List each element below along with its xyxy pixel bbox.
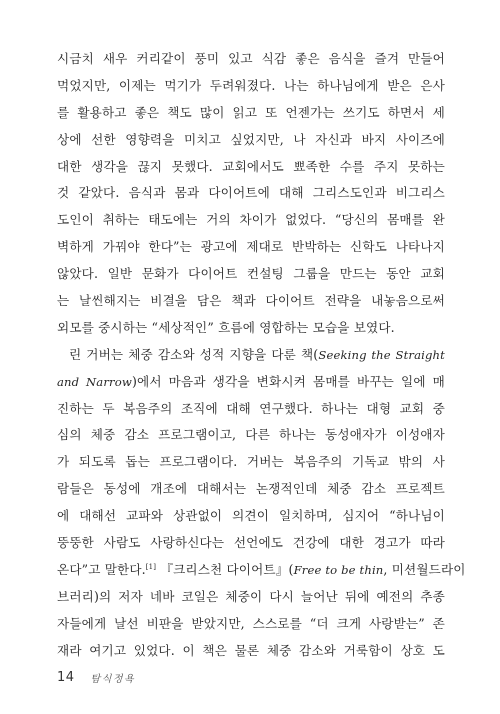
running-title: 탐식정욕	[90, 673, 136, 685]
book-title-english: Free to be thin	[293, 562, 384, 577]
footnote-reference[interactable]: [1]	[145, 562, 157, 571]
text-line	[57, 342, 445, 369]
page-footer	[57, 666, 135, 688]
text-line: 를 활용하고 좋은 책도 많이 읽고 또 언젠가는 쓰기도 하면서 세	[57, 104, 445, 120]
text-line	[57, 369, 445, 396]
book-title-english-continued: and Narrow	[57, 374, 132, 389]
page-number: 14	[57, 669, 75, 685]
text-line: 외모를 중시하는 “세상적인” 흐름에 영합하는 모습을 보였다.	[57, 319, 395, 335]
text-line: 진하는 두 복음주의 조직에 대해 연구했다. 하나는 대형 교회 중	[57, 400, 445, 416]
body-text	[57, 46, 466, 664]
text-line: 벽하게 가꿔야 한다”는 광고에 제대로 반박하는 신학도 나타나지	[57, 239, 445, 255]
text-line: 람들은 동성에 개조에 대해서는 논쟁적인데 체중 감소 프로젝트	[57, 481, 445, 497]
text-line: 않았다. 일반 문화가 다이어트 컨설팅 그룹을 만드는 동안 교회	[57, 266, 445, 282]
text-line	[57, 557, 466, 584]
publisher-text: , 미션월드라이	[383, 561, 466, 577]
text-line: 에 대해선 교파와 상관없이 의견이 일치하며, 심지어 “하나님이	[57, 508, 445, 524]
text-line: 대한 생각을 끊지 못했다. 교회에서도 뾰족한 수를 주지 못하는	[57, 158, 445, 174]
text-line: 것 같았다. 음식과 몸과 다이어트에 대해 그리스도인과 비그리스	[57, 185, 445, 201]
text-segment: )에서 마음과 생각을 변화시켜 몸매를 바꾸는 일에 매	[131, 373, 446, 389]
text-line: 는 날씬해지는 비결을 담은 책과 다이어트 전략을 내놓음으로써	[57, 293, 445, 309]
book-title-korean: 『크리스천 다이어트』	[156, 561, 289, 577]
text-segment: 온다”고 말한다.	[57, 561, 146, 577]
text-line: 뚱뚱한 사람도 사랑하신다는 선언에도 건강에 대한 경고가 따라	[57, 535, 445, 551]
text-line: 먹었지만, 이제는 먹기가 두려워졌다. 나는 하나님에게 받은 은사	[57, 77, 445, 93]
text-line: 재라 여기고 있었다. 이 책은 물론 체중 감소와 거룩함이 상호 도	[57, 642, 445, 658]
text-line: 브러리)의 저자 네바 코일은 체중이 다시 늘어난 뒤에 예전의 추종	[57, 588, 445, 604]
text-line: 시금치 새우 커리같이 풍미 있고 식감 좋은 음식을 즐겨 만들어	[57, 51, 445, 66]
book-title-english: Seeking the Straight	[318, 347, 445, 362]
text-segment: 린 거버는 체중 감소와 성적 지향을 다룬 책(	[69, 346, 319, 362]
text-line: 가 되도록 돕는 프로그램이다. 거버는 복음주의 기독교 밖의 사	[57, 454, 445, 470]
text-line: 자들에게 날선 비판을 받았지만, 스스로를 “더 크게 사랑받는” 존	[57, 615, 445, 631]
text-line: 도인이 취하는 태도에는 거의 차이가 없었다. “당신의 몸매를 완	[57, 212, 445, 228]
text-line: 심의 체중 감소 프로그램이고, 다른 하나는 동성애자가 이성애자	[57, 427, 445, 443]
paren-open: (	[288, 561, 294, 577]
text-line: 상에 선한 영향력을 미치고 싶었지만, 나 자신과 바지 사이즈에	[57, 131, 445, 147]
